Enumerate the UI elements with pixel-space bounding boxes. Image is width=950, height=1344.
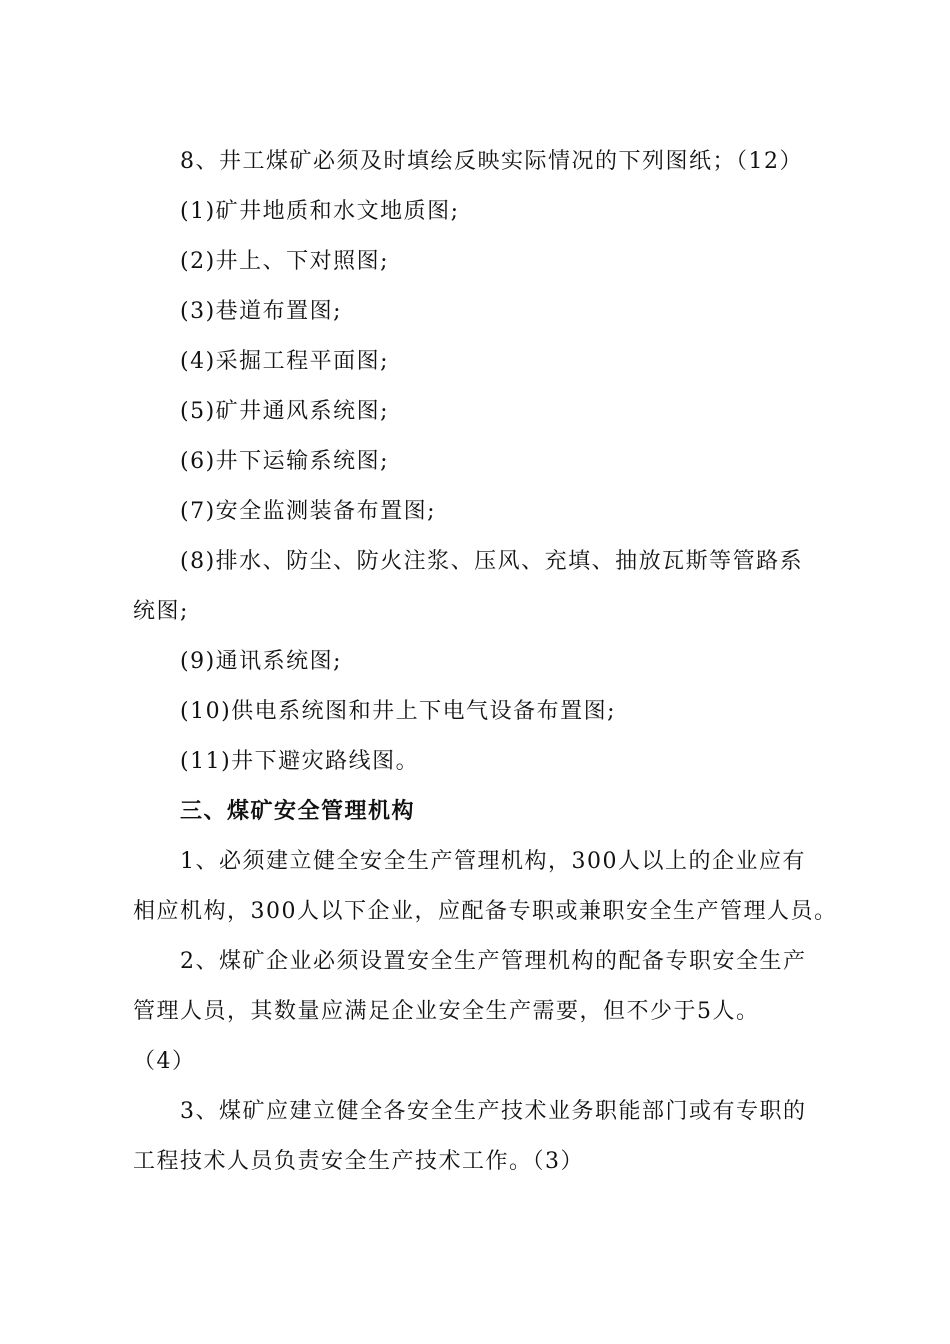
drawing-item: (4)采掘工程平面图; [180, 349, 390, 374]
drawing-item: (1)矿井地质和水文地质图; [180, 199, 460, 224]
drawing-item: (5)矿井通风系统图; [180, 399, 390, 424]
paragraph-line: 相应机构，300人以下企业，应配备专职或兼职安全生产管理人员。 [133, 899, 838, 924]
paragraph-line: 工程技术人员负责安全生产技术工作。（3） [133, 1149, 584, 1174]
paragraph-line: （4） [133, 1049, 196, 1074]
paragraph-line: 3、煤矿应建立健全各安全生产技术业务职能部门或有专职的 [180, 1099, 807, 1124]
item-8-intro: 8、井工煤矿必须及时填绘反映实际情况的下列图纸；（12） [180, 149, 803, 174]
drawing-item: (7)安全监测装备布置图; [180, 499, 437, 524]
drawing-item: (10)供电系统图和井上下电气设备布置图; [180, 699, 617, 724]
drawing-item-continuation: 统图; [133, 599, 189, 624]
drawing-item: (8)排水、防尘、防火注浆、压风、充填、抽放瓦斯等管路系 [180, 549, 804, 574]
drawing-item: (6)井下运输系统图; [180, 449, 390, 474]
drawing-item: (9)通讯系统图; [180, 649, 343, 674]
drawing-item: (11)井下避灾路线图。 [180, 749, 420, 774]
drawing-item: (3)巷道布置图; [180, 299, 343, 324]
paragraph-line: 管理人员，其数量应满足企业安全生产需要，但不少于5人。 [133, 999, 760, 1024]
section-heading: 三、煤矿安全管理机构 [180, 799, 416, 824]
paragraph-line: 2、煤矿企业必须设置安全生产管理机构的配备专职安全生产 [180, 949, 807, 974]
drawing-item: (2)井上、下对照图; [180, 249, 390, 274]
paragraph-line: 1、必须建立健全安全生产管理机构，300人以上的企业应有 [180, 849, 806, 874]
